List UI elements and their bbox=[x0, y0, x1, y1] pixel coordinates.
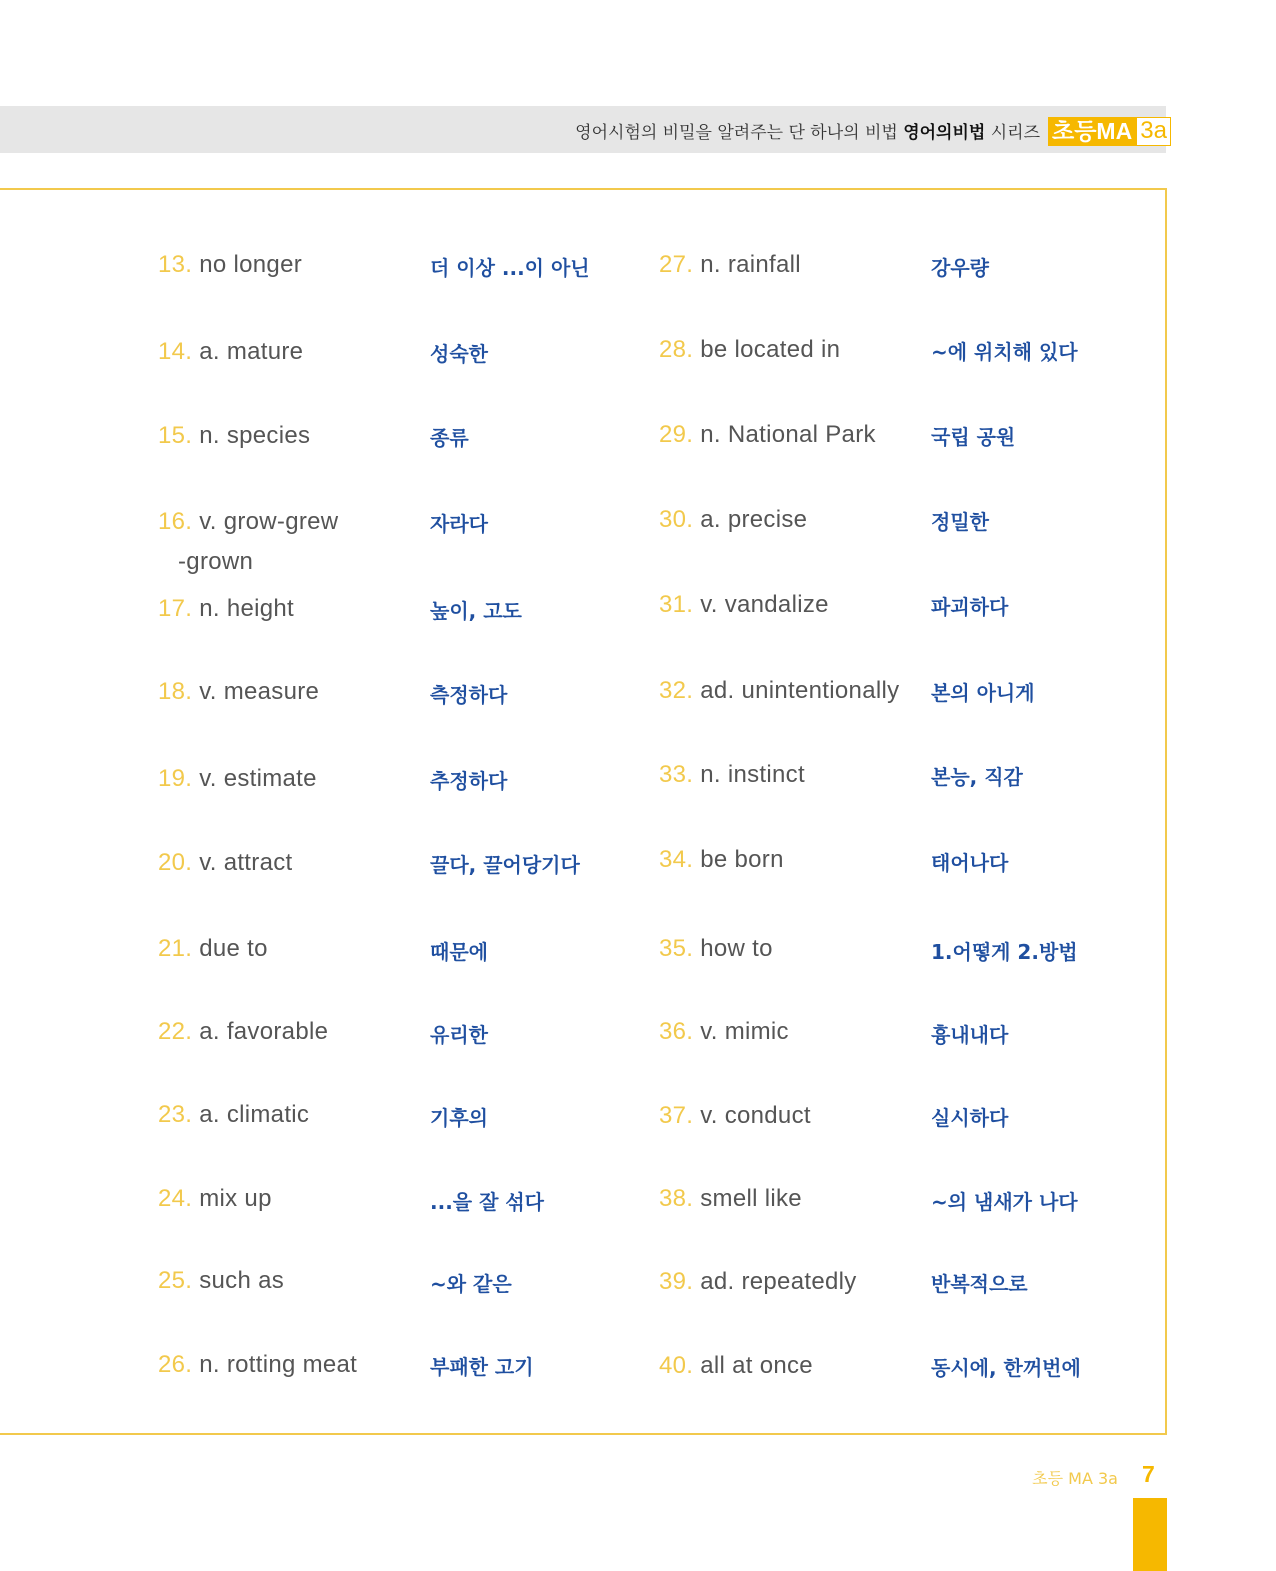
vocab-word: v. attract bbox=[192, 849, 293, 876]
vocab-term bbox=[659, 251, 801, 279]
header-tagline bbox=[575, 118, 1040, 143]
vocab-number: 26. bbox=[158, 1351, 193, 1378]
vocab-number: 20. bbox=[158, 849, 193, 876]
vocab-number: 30. bbox=[659, 506, 694, 533]
vocab-meaning: 파괴하다 bbox=[931, 595, 1009, 619]
vocab-word: v. conduct bbox=[693, 1102, 811, 1129]
vocab-number: 36. bbox=[659, 1018, 694, 1045]
vocab-meaning: 태어나다 bbox=[931, 851, 1009, 875]
vocab-term bbox=[158, 422, 310, 450]
vocab-meaning: 동시에, 한꺼번에 bbox=[931, 1356, 1081, 1380]
vocab-number: 34. bbox=[659, 846, 694, 873]
header-tagline-text: 영어시험의 비밀을 알려주는 단 하나의 비법 bbox=[575, 123, 904, 143]
vocab-word: v. vandalize bbox=[693, 591, 829, 618]
vocab-word: be located in bbox=[693, 336, 841, 363]
series-badge-level: 3a bbox=[1136, 117, 1171, 146]
vocab-term bbox=[659, 846, 784, 874]
vocab-meaning: 반복적으로 bbox=[931, 1272, 1028, 1296]
vocab-term bbox=[659, 1018, 789, 1046]
vocab-meaning: 높이, 고도 bbox=[430, 599, 522, 623]
vocab-number: 24. bbox=[158, 1185, 193, 1212]
vocab-word: no longer bbox=[192, 251, 303, 278]
vocab-number: 40. bbox=[659, 1352, 694, 1379]
vocab-word: a. mature bbox=[192, 338, 304, 365]
vocab-word: v. measure bbox=[192, 678, 320, 705]
vocab-term bbox=[158, 678, 319, 706]
vocab-number: 28. bbox=[659, 336, 694, 363]
vocab-term bbox=[158, 935, 268, 963]
vocab-word: a. climatic bbox=[192, 1101, 310, 1128]
vocab-number: 21. bbox=[158, 935, 193, 962]
vocab-meaning: ~의 냄새가 나다 bbox=[931, 1190, 1078, 1214]
vocab-word: how to bbox=[693, 935, 773, 962]
footer-label: 초등 MA 3a bbox=[1032, 1469, 1118, 1488]
vocab-meaning: ...을 잘 섞다 bbox=[430, 1190, 544, 1214]
vocab-number: 35. bbox=[659, 935, 694, 962]
vocab-term bbox=[659, 1102, 811, 1130]
series-badge bbox=[1048, 117, 1171, 146]
vocab-term bbox=[158, 1018, 328, 1046]
vocab-term bbox=[158, 1267, 284, 1295]
vocab-meaning: ~에 위치해 있다 bbox=[931, 340, 1078, 364]
vocab-term bbox=[659, 935, 773, 963]
vocab-meaning: 자라다 bbox=[430, 512, 488, 536]
vocab-meaning: 더 이상 ...이 아닌 bbox=[430, 256, 590, 280]
vocab-term bbox=[158, 765, 317, 793]
vocab-term bbox=[659, 506, 807, 534]
vocab-term bbox=[158, 1185, 272, 1213]
vocab-word: v. grow-grew bbox=[192, 508, 339, 535]
vocab-frame bbox=[0, 188, 1167, 1435]
vocab-term bbox=[158, 1101, 309, 1129]
vocab-number: 29. bbox=[659, 421, 694, 448]
vocab-meaning: 유리한 bbox=[430, 1023, 488, 1047]
vocab-meaning: 종류 bbox=[430, 426, 469, 450]
vocab-number: 32. bbox=[659, 677, 694, 704]
vocab-number: 27. bbox=[659, 251, 694, 278]
vocab-meaning: 강우량 bbox=[931, 256, 989, 280]
vocab-word: v. estimate bbox=[192, 765, 317, 792]
vocab-meaning: 국립 공원 bbox=[931, 425, 1016, 449]
vocab-number: 15. bbox=[158, 422, 193, 449]
vocab-term bbox=[659, 336, 840, 364]
series-badge-main: 초등MA bbox=[1048, 117, 1136, 146]
vocab-term bbox=[659, 677, 899, 705]
vocab-word: all at once bbox=[693, 1352, 813, 1379]
vocab-number: 38. bbox=[659, 1185, 694, 1212]
page-tab bbox=[1133, 1498, 1167, 1571]
vocab-word: ad. unintentionally bbox=[693, 677, 900, 704]
vocab-term bbox=[659, 1268, 857, 1296]
vocab-number: 25. bbox=[158, 1267, 193, 1294]
vocab-term bbox=[158, 1351, 357, 1379]
vocab-meaning: 끌다, 끌어당기다 bbox=[430, 853, 580, 877]
vocab-word: mix up bbox=[192, 1185, 272, 1212]
vocab-term bbox=[659, 421, 876, 449]
vocab-term bbox=[659, 591, 829, 619]
vocab-number: 16. bbox=[158, 508, 193, 535]
vocab-word: n. National Park bbox=[693, 421, 876, 448]
vocab-term bbox=[659, 1185, 802, 1213]
vocab-meaning: 기후의 bbox=[430, 1106, 488, 1130]
vocab-word: v. mimic bbox=[693, 1018, 789, 1045]
vocab-number: 33. bbox=[659, 761, 694, 788]
vocab-word: n. instinct bbox=[693, 761, 805, 788]
vocab-word: n. rotting meat bbox=[192, 1351, 358, 1378]
vocab-word: due to bbox=[192, 935, 268, 962]
vocab-word: a. favorable bbox=[192, 1018, 329, 1045]
vocab-word: smell like bbox=[693, 1185, 802, 1212]
vocab-number: 17. bbox=[158, 595, 193, 622]
vocab-term bbox=[158, 595, 294, 623]
vocab-number: 18. bbox=[158, 678, 193, 705]
vocab-word-continued: -grown bbox=[178, 548, 254, 575]
vocab-number: 23. bbox=[158, 1101, 193, 1128]
vocab-number: 31. bbox=[659, 591, 694, 618]
vocab-number: 13. bbox=[158, 251, 193, 278]
vocab-meaning: 실시하다 bbox=[931, 1106, 1009, 1130]
vocab-word: ad. repeatedly bbox=[693, 1268, 857, 1295]
vocab-term bbox=[659, 761, 805, 789]
vocab-meaning: 측정하다 bbox=[430, 683, 508, 707]
vocab-term bbox=[158, 338, 303, 366]
vocab-meaning: 본의 아니게 bbox=[931, 681, 1035, 705]
vocab-meaning: 흉내내다 bbox=[931, 1023, 1009, 1047]
vocab-meaning: 추정하다 bbox=[430, 769, 508, 793]
vocab-number: 22. bbox=[158, 1018, 193, 1045]
vocab-term bbox=[158, 849, 292, 877]
vocab-word: be born bbox=[693, 846, 784, 873]
vocab-word: a. precise bbox=[693, 506, 808, 533]
series-name: 영어의비법 bbox=[903, 123, 986, 143]
vocab-number: 14. bbox=[158, 338, 193, 365]
vocab-word: n. rainfall bbox=[693, 251, 801, 278]
vocab-meaning: 본능, 직감 bbox=[931, 765, 1023, 789]
vocab-meaning: 때문에 bbox=[430, 940, 488, 964]
page-number: 7 bbox=[1142, 1461, 1155, 1487]
vocab-meaning: 부패한 고기 bbox=[430, 1355, 534, 1379]
vocab-meaning: 성숙한 bbox=[430, 342, 488, 366]
vocab-term bbox=[158, 508, 338, 576]
vocab-number: 37. bbox=[659, 1102, 694, 1129]
vocab-word: such as bbox=[192, 1267, 285, 1294]
vocab-meaning: 1.어떻게 2.방법 bbox=[931, 940, 1078, 964]
vocab-term bbox=[659, 1352, 813, 1380]
vocab-meaning: ~와 같은 bbox=[430, 1272, 512, 1296]
vocab-number: 39. bbox=[659, 1268, 694, 1295]
vocab-word: n. height bbox=[192, 595, 295, 622]
series-suffix: 시리즈 bbox=[985, 123, 1040, 143]
vocab-term bbox=[158, 251, 302, 279]
vocab-meaning: 정밀한 bbox=[931, 510, 989, 534]
vocab-word: n. species bbox=[192, 422, 311, 449]
vocab-number: 19. bbox=[158, 765, 193, 792]
